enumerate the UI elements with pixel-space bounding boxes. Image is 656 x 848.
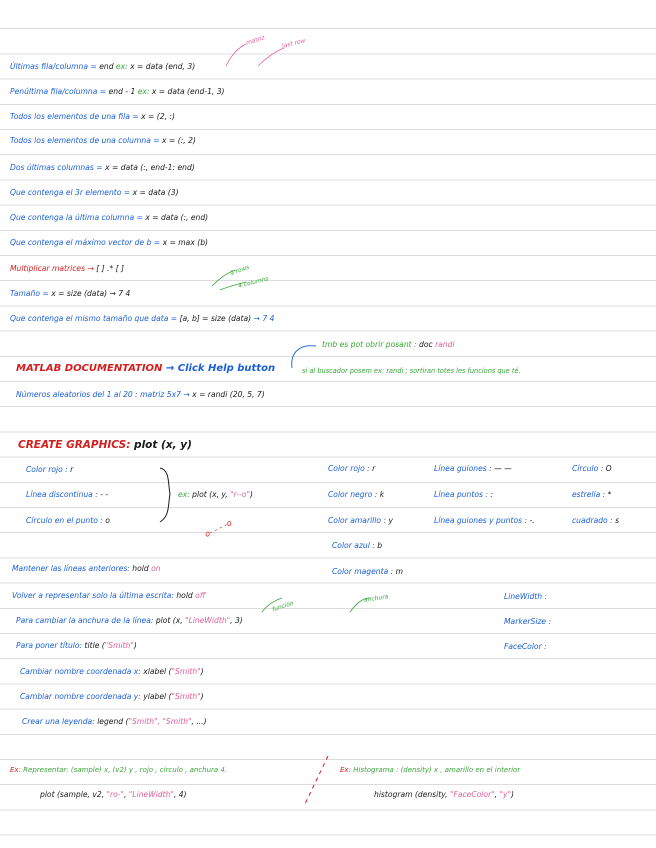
annotation-last-row: last row xyxy=(281,37,307,50)
row-text-segment: [ ] .* [ ] xyxy=(96,264,124,273)
entry-value: b xyxy=(377,541,383,550)
row-text-segment: x = data (end-1, 3) xyxy=(151,87,225,96)
row-text-segment: x = (:, 2) xyxy=(162,136,196,145)
entry-value: s xyxy=(615,516,620,525)
annotation-matrix: matriz xyxy=(245,34,266,47)
doc-command-arg: randi xyxy=(435,340,455,349)
entry-value: * xyxy=(607,490,612,499)
row-text-segment: CREATE GRAPHICS: xyxy=(18,439,135,451)
entry-label: estrella : xyxy=(572,490,608,499)
note-row xyxy=(20,692,204,702)
entry-label: Línea guiones y puntos : xyxy=(434,516,530,525)
row-text-segment: ex: xyxy=(178,490,193,499)
note-row xyxy=(12,564,161,574)
note-row xyxy=(12,591,205,601)
example-row xyxy=(340,765,520,775)
color-entry xyxy=(332,541,382,551)
line-entry xyxy=(434,464,512,474)
entry-value: k xyxy=(379,490,385,499)
row-text-segment: Histograma : (density) x , amarillo en el interior xyxy=(353,766,521,774)
note-row xyxy=(10,136,196,146)
row-text-segment: x = data (:, end-1: end) xyxy=(105,163,195,172)
row-text-segment: "LineWidth" xyxy=(128,790,174,799)
row-text-segment: Dos últimas columnas = xyxy=(10,163,106,172)
row-text-segment: plot (x, y) xyxy=(134,439,192,451)
row-text-segment: "FaceColor" xyxy=(449,790,495,799)
row-text-segment: Todos los elementos de una columna = xyxy=(10,136,163,145)
marker-entry xyxy=(572,490,611,500)
row-text-segment: Últimas fila/columna = xyxy=(10,62,100,71)
entry-label: Color azul : xyxy=(332,541,378,550)
color-entry xyxy=(332,567,403,577)
entry-value: — — xyxy=(494,464,512,473)
row-text-segment: Volver a representar solo la última escrita: xyxy=(12,591,177,600)
row-text-segment: Color rojo : xyxy=(26,465,71,474)
row-text-segment: ) xyxy=(200,667,204,676)
row-text-segment: Multiplicar matrices → xyxy=(10,264,97,273)
entry-value: r xyxy=(372,464,376,473)
entry-value: O xyxy=(605,464,612,473)
entry-label: Círculo : xyxy=(572,464,606,473)
note-row xyxy=(10,87,225,97)
graphics-heading-row xyxy=(18,440,192,450)
note-row xyxy=(16,390,265,400)
matrix-arrow xyxy=(226,44,246,66)
row-text-segment: ) xyxy=(249,490,253,499)
row-text-segment: on xyxy=(151,564,161,573)
row-text-segment: "Smith" xyxy=(171,667,201,676)
row-text-segment: ex: xyxy=(135,87,152,96)
last-row-arrow xyxy=(258,48,284,66)
row-text-segment: x = randi (20, 5, 7) xyxy=(192,390,265,399)
row-text-segment: ylabel ( xyxy=(143,692,172,701)
row-text-segment: histogram (density, xyxy=(374,790,450,799)
row-text-segment: , xyxy=(494,790,500,799)
color-entry xyxy=(328,464,375,474)
entry-value: m xyxy=(395,567,404,576)
doc-also-text: tmb es pot obrir posant : xyxy=(322,340,419,349)
property-linewidth: LineWidth : xyxy=(504,592,548,601)
note-row xyxy=(16,641,137,651)
entry-label: Línea puntos : xyxy=(434,490,491,499)
row-text-segment: ) xyxy=(133,641,137,650)
row-text-segment: plot (x, xyxy=(155,616,186,625)
entry-label: Color rojo : xyxy=(328,464,373,473)
row-text-segment: , ...) xyxy=(191,717,207,726)
row-text-segment: "ro-" xyxy=(106,790,125,799)
annotation-rows: 9 rows xyxy=(229,263,251,278)
row-text-segment: ) xyxy=(200,692,204,701)
entry-value: -. xyxy=(529,516,535,525)
entry-value: : xyxy=(490,490,493,499)
property-markersize: MarkerSize : xyxy=(504,617,552,626)
row-text-segment: Que contenga el 3r elemento = xyxy=(10,188,133,197)
row-text-segment: Tamaño = xyxy=(10,289,52,298)
note-row xyxy=(26,490,108,500)
entry-label: Color magenta : xyxy=(332,567,396,576)
row-text-segment: "y" xyxy=(499,790,511,799)
annotation-width: anchura xyxy=(363,593,389,604)
row-text-segment: , 3) xyxy=(230,616,243,625)
row-text-segment: , 4) xyxy=(173,790,187,799)
note-row xyxy=(10,112,175,122)
row-text-segment: Que contenga la última columna = xyxy=(10,213,146,222)
row-text-segment: ex: xyxy=(113,62,131,71)
row-text-segment: Todos los elementos de una fila = xyxy=(10,112,142,121)
row-text-segment: r xyxy=(70,465,74,474)
note-row xyxy=(22,717,207,727)
row-text-segment: Círculo en el punto : xyxy=(26,516,106,525)
annotation-columns: 4 columns xyxy=(237,275,270,290)
row-text-segment: plot (sample, v2, xyxy=(40,790,107,799)
row-text-segment: Números aleatorios del 1 al 20 : matriz 5x7 → xyxy=(16,390,193,399)
row-text-segment: hold xyxy=(176,591,196,600)
note-row xyxy=(10,188,179,198)
row-text-segment: Que contenga el mismo tamaño que data = xyxy=(10,314,180,323)
row-text-segment: Para poner título: xyxy=(16,641,85,650)
note-row xyxy=(10,62,195,72)
doc-arrow xyxy=(292,346,316,368)
row-text-segment: Ex: xyxy=(10,766,24,774)
row-text-segment: Ex: xyxy=(340,766,354,774)
note-row xyxy=(10,213,208,223)
row-text-segment: Representar: (sample) x, (v2) y , rojo , círculo , anchura 4. xyxy=(23,766,228,774)
doc-hint: si al buscador posem ex: randi ; sortiran totes les funcions que té. xyxy=(302,367,521,375)
doc-also-note xyxy=(322,340,455,350)
row-text-segment: → 7 4 xyxy=(251,314,275,323)
marker-entry xyxy=(572,464,612,474)
row-text-segment: end xyxy=(99,62,114,71)
doc-heading-row xyxy=(16,364,275,374)
note-row xyxy=(20,667,204,677)
entry-label: Color amarillo : xyxy=(328,516,389,525)
curly-brace xyxy=(160,468,170,522)
row-text-segment: plot (x, y, xyxy=(192,490,231,499)
note-row xyxy=(10,314,274,324)
note-row xyxy=(10,264,124,274)
row-text-segment: Crear una leyenda: xyxy=(22,717,98,726)
note-row xyxy=(178,490,253,500)
row-text-segment: Cambiar nombre coordenada x: xyxy=(20,667,144,676)
row-text-segment: x = max (b) xyxy=(162,238,208,247)
row-text-segment: hold xyxy=(132,564,152,573)
row-text-segment: x = data (:, end) xyxy=(145,213,209,222)
row-text-segment: o xyxy=(105,516,110,525)
graph-point-sketch: o- - - -o xyxy=(203,518,234,539)
example-row xyxy=(10,765,227,775)
entry-label: Color negro : xyxy=(328,490,380,499)
row-text-segment: "Smith" xyxy=(171,692,201,701)
row-text-segment: - - xyxy=(100,490,109,499)
code-row xyxy=(374,790,514,800)
row-text-segment: , xyxy=(124,790,129,799)
row-text-segment: Línea discontinua : xyxy=(26,490,101,499)
row-text-segment: end - 1 xyxy=(108,87,136,96)
divider-dashed xyxy=(304,756,328,806)
note-row xyxy=(10,238,208,248)
row-text-segment: x = (2, :) xyxy=(141,112,175,121)
note-row xyxy=(10,163,195,173)
row-text-segment: Mantener las líneas anteriores: xyxy=(12,564,133,573)
entry-label: Línea guiones : xyxy=(434,464,495,473)
row-text-segment: x = data (3) xyxy=(132,188,179,197)
entry-label: cuadrado : xyxy=(572,516,616,525)
row-text-segment: x = data (end, 3) xyxy=(130,62,196,71)
row-text-segment: [a, b] = size (data) xyxy=(179,314,252,323)
color-entry xyxy=(328,490,384,500)
row-text-segment: Para cambiar la anchura de la línea: xyxy=(16,616,156,625)
code-row xyxy=(40,790,187,800)
row-text-segment: title ( xyxy=(84,641,105,650)
row-text-segment: xlabel ( xyxy=(143,667,172,676)
row-text-segment: off xyxy=(195,591,206,600)
note-row xyxy=(26,465,73,475)
note-row xyxy=(10,289,130,299)
annotation-function: función xyxy=(271,599,295,614)
row-text-segment: Que contenga el máximo vector de b = xyxy=(10,238,163,247)
row-text-segment: legend ( xyxy=(97,717,129,726)
row-text-segment: "Smith" xyxy=(104,641,134,650)
note-row xyxy=(26,516,110,526)
line-entry xyxy=(434,516,535,526)
color-entry xyxy=(328,516,393,526)
line-entry xyxy=(434,490,493,500)
row-text-segment: "Smith", "Smith" xyxy=(128,717,192,726)
property-facecolor: FaceColor : xyxy=(504,642,547,651)
note-row xyxy=(16,616,243,626)
row-text-segment: Penúltima fila/columna = xyxy=(10,87,109,96)
row-text-segment: x = size (data) → 7 4 xyxy=(51,289,131,298)
doc-command: doc xyxy=(419,340,436,349)
row-text-segment: → Click Help button xyxy=(162,363,276,374)
row-text-segment: MATLAB DOCUMENTATION xyxy=(16,363,163,374)
row-text-segment: Cambiar nombre coordenada y: xyxy=(20,692,144,701)
entry-value: y xyxy=(388,516,393,525)
row-text-segment: "LineWidth" xyxy=(185,616,231,625)
row-text-segment: "r--o" xyxy=(230,490,250,499)
row-text-segment: ) xyxy=(510,790,514,799)
marker-entry xyxy=(572,516,619,526)
